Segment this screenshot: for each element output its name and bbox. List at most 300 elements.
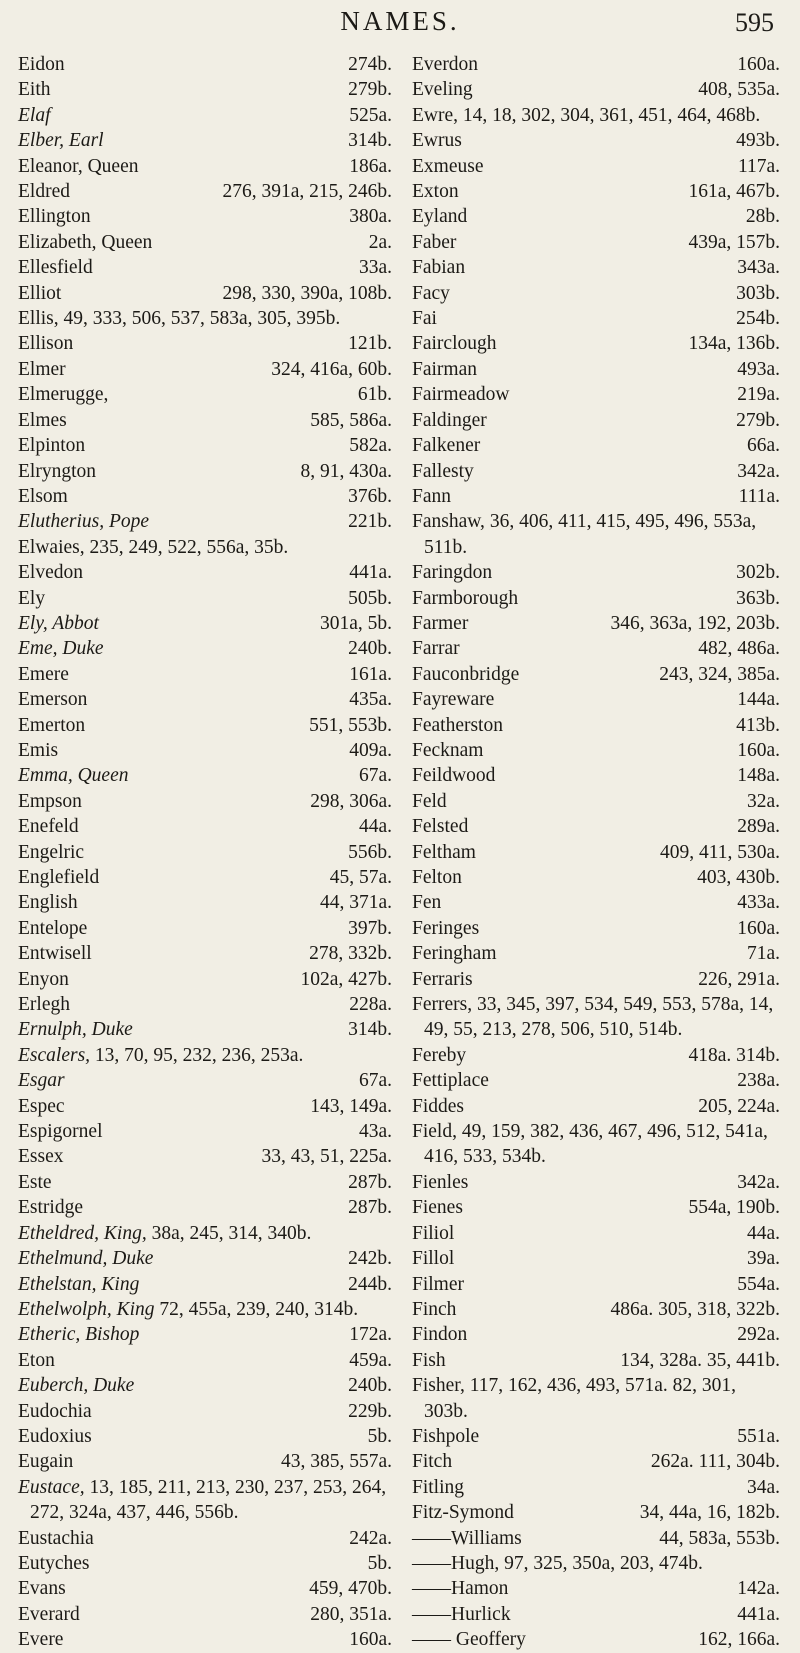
entry-page-refs: 554a. — [737, 1273, 780, 1295]
index-entry — [18, 560, 392, 585]
entry-name: Farmborough — [412, 587, 519, 609]
entry-name: Eveling — [412, 79, 473, 101]
entry-page-refs: 439a, 157b. — [688, 231, 780, 253]
index-entry — [412, 281, 780, 306]
index-entry — [412, 1272, 780, 1297]
index-entry — [412, 357, 780, 382]
entry-name: Fiddes — [412, 1095, 465, 1117]
entry-page-refs: 409a. — [349, 739, 392, 761]
entry-page-refs: 242a. — [349, 1527, 392, 1549]
index-entry — [18, 586, 392, 611]
entry-page-refs: 459a. — [349, 1349, 392, 1371]
entry-page-refs: 102a, 427b. — [300, 968, 392, 990]
entry-page-refs: 292a. — [737, 1324, 780, 1346]
entry-page-refs: 72, 455a, 239, 240, 314b. — [159, 1298, 359, 1320]
index-entry — [18, 1221, 392, 1246]
entry-name: Essex — [18, 1146, 64, 1168]
index-entry — [18, 52, 392, 77]
entry-page-refs: 376b. — [348, 485, 392, 507]
index-entry — [18, 1068, 392, 1093]
entry-page-refs: 554a, 190b. — [688, 1197, 780, 1219]
entry-page-refs: 33, 43, 51, 225a. — [261, 1146, 392, 1168]
entry-page-refs: 287b. — [348, 1197, 392, 1219]
entry-page-refs: 13, 70, 95, 232, 236, 253a. — [94, 1044, 304, 1066]
entry-page-refs: 162, 166a. — [698, 1629, 780, 1651]
index-entry — [412, 713, 780, 738]
index-entry — [18, 1119, 392, 1144]
index-entry — [412, 77, 780, 102]
entry-name: Elber, Earl — [18, 130, 104, 152]
entry-name: Eudochia — [18, 1400, 92, 1422]
index-entry — [18, 1373, 392, 1398]
index-entry — [18, 459, 392, 484]
entry-page-refs: 346, 363a, 192, 203b. — [610, 612, 780, 634]
entry-page-refs: 160a. — [737, 739, 780, 761]
entry-page-refs: 43a. — [358, 1121, 392, 1143]
entry-page-refs: 235, 249, 522, 556a, 35b. — [89, 536, 289, 558]
entry-name: Feringes — [412, 917, 480, 939]
entry-page-refs: 2a. — [368, 231, 392, 253]
entry-name: Emma, Queen — [18, 765, 129, 787]
entry-page-refs: 36, 406, 411, 415, 495, 496, 553a, 511b. — [424, 511, 757, 558]
entry-name: Feld — [412, 790, 447, 812]
entry-name: Faldinger — [412, 409, 487, 431]
index-entry — [18, 687, 392, 712]
entry-name: Farmer — [412, 612, 469, 634]
entry-page-refs: 493a. — [737, 358, 780, 380]
index-entry — [412, 662, 780, 687]
index-entry — [412, 738, 780, 763]
index-entry — [18, 1170, 392, 1195]
index-entry — [18, 662, 392, 687]
entry-name: ——Hugh, — [412, 1552, 500, 1574]
entry-name: Elizabeth, Queen — [18, 231, 153, 253]
entry-page-refs: 142a. — [737, 1578, 780, 1600]
entry-page-refs: 278, 332b. — [309, 943, 392, 965]
index-entry — [412, 128, 780, 153]
entry-page-refs: 134a, 136b. — [688, 333, 780, 355]
index-entry — [18, 408, 392, 433]
entry-page-refs: 342a. — [737, 1171, 780, 1193]
entry-page-refs: 229b. — [348, 1400, 392, 1422]
entry-page-refs: 303b. — [736, 282, 780, 304]
entry-page-refs: 44, 583a, 553b. — [659, 1527, 780, 1549]
entry-page-refs: 397b. — [348, 917, 392, 939]
entry-page-refs: 240b. — [348, 1375, 392, 1397]
index-entry — [18, 1043, 392, 1068]
entry-page-refs: 280, 351a. — [310, 1603, 392, 1625]
entry-page-refs: 459, 470b. — [309, 1578, 392, 1600]
entry-page-refs: 144a. — [737, 689, 780, 711]
entry-name: Ellesfield — [18, 257, 93, 279]
entry-name: Espec — [18, 1095, 65, 1117]
entry-page-refs: 67a. — [358, 765, 392, 787]
index-entry — [412, 459, 780, 484]
index-entry — [18, 1297, 392, 1322]
entry-name: Elryngton — [18, 460, 96, 482]
entry-name: Filmer — [412, 1273, 464, 1295]
entry-name: Eudoxius — [18, 1425, 92, 1447]
entry-name: Elsom — [18, 485, 68, 507]
entry-name: Fen — [412, 892, 442, 914]
entry-page-refs: 66a. — [746, 435, 780, 457]
entry-name: —— Geoffery — [412, 1629, 526, 1651]
index-entry — [412, 1602, 780, 1627]
entry-name: Emere — [18, 663, 69, 685]
index-entry — [412, 103, 780, 128]
index-entry — [18, 1449, 392, 1474]
entry-name: Elutherius, Pope — [18, 511, 150, 533]
entry-name: Espigornel — [18, 1121, 103, 1143]
entry-page-refs: 143, 149a. — [310, 1095, 392, 1117]
entry-page-refs: 409, 411, 530a. — [659, 841, 780, 863]
index-entry — [412, 789, 780, 814]
entry-name: Fienes — [412, 1197, 463, 1219]
entry-name: Featherston — [412, 714, 503, 736]
index-entry — [18, 738, 392, 763]
entry-page-refs: 525a. — [349, 104, 392, 126]
entry-page-refs: 493b. — [736, 130, 780, 152]
entry-name: Fann — [412, 485, 451, 507]
entry-page-refs: 33, 345, 397, 534, 549, 553, 578a, 14, 49, 55, 213, 278, 506, 510, 514b. — [424, 994, 774, 1041]
entry-page-refs: 342a. — [737, 460, 780, 482]
index-entry — [412, 560, 780, 585]
index-entry — [18, 1526, 392, 1551]
entry-page-refs: 433a. — [737, 892, 780, 914]
index-entry — [18, 916, 392, 941]
entry-name: Ferrers, — [412, 994, 473, 1016]
index-entry — [412, 586, 780, 611]
index-entry — [18, 1551, 392, 1576]
entry-page-refs: 289a. — [737, 816, 780, 838]
entry-name: Findon — [412, 1324, 468, 1346]
index-entry — [18, 1627, 392, 1652]
index-entry — [412, 230, 780, 255]
index-entry — [18, 509, 392, 534]
entry-name: Field, — [412, 1121, 457, 1143]
index-entry — [412, 509, 780, 560]
entry-name: Fairmeadow — [412, 384, 510, 406]
entry-page-refs: 117a. — [737, 155, 780, 177]
entry-page-refs: 551a. — [737, 1425, 780, 1447]
index-entry — [18, 636, 392, 661]
entry-page-refs: 551, 553b. — [309, 714, 392, 736]
entry-name: Eme, Duke — [18, 638, 104, 660]
entry-page-refs: 43, 385, 557a. — [280, 1451, 392, 1473]
index-entry — [412, 840, 780, 865]
entry-page-refs: 221b. — [348, 511, 392, 533]
entry-name: Ewrus — [412, 130, 462, 152]
entry-name: Elaf — [18, 104, 51, 126]
entry-name: Esgar — [18, 1070, 65, 1092]
entry-name: Elmer — [18, 358, 66, 380]
entry-page-refs: 49, 159, 382, 436, 467, 496, 512, 541a, 416, 533, 534b. — [424, 1121, 768, 1168]
entry-page-refs: 172a. — [349, 1324, 392, 1346]
entry-page-refs: 279b. — [348, 79, 392, 101]
entry-page-refs: 111a. — [738, 485, 780, 507]
index-entry — [18, 103, 392, 128]
entry-page-refs: 160a. — [737, 917, 780, 939]
entry-page-refs: 8, 91, 430a. — [300, 460, 392, 482]
entry-name: English — [18, 892, 78, 914]
entry-name: Elliot — [18, 282, 62, 304]
index-entry — [412, 1119, 780, 1170]
entry-page-refs: 238a. — [737, 1070, 780, 1092]
entry-name: Etheric, Bishop — [18, 1324, 140, 1346]
entry-name: Fayreware — [412, 689, 495, 711]
entry-name: Enefeld — [18, 816, 79, 838]
entry-name: Ferraris — [412, 968, 473, 990]
entry-page-refs: 33a. — [358, 257, 392, 279]
index-entry — [412, 433, 780, 458]
index-entry — [18, 1424, 392, 1449]
index-entry — [412, 1449, 780, 1474]
entry-name: Exton — [412, 181, 459, 203]
entry-page-refs: 279b. — [736, 409, 780, 431]
entry-page-refs: 34, 44a, 16, 182b. — [639, 1502, 780, 1524]
entry-name: Eleanor, Queen — [18, 155, 139, 177]
index-entry — [412, 1500, 780, 1525]
entry-name: Estridge — [18, 1197, 83, 1219]
entry-name: Entwisell — [18, 943, 92, 965]
entry-name: Felton — [412, 867, 462, 888]
entry-page-refs: 287b. — [348, 1171, 392, 1193]
entry-name: Fillol — [412, 1248, 455, 1270]
entry-page-refs: 49, 333, 506, 537, 583a, 305, 395b. — [63, 308, 341, 330]
entry-page-refs: 44, 371a. — [319, 892, 392, 914]
entry-name: Falkener — [412, 435, 481, 457]
entry-page-refs: 276, 391a, 215, 246b. — [222, 181, 392, 203]
entry-page-refs: 482, 486a. — [698, 638, 780, 660]
entry-page-refs: 205, 224a. — [698, 1095, 780, 1117]
entry-name: Elwaies, — [18, 536, 85, 558]
index-entry — [412, 1246, 780, 1271]
entry-name: Englefield — [18, 867, 100, 888]
index-entry — [412, 1068, 780, 1093]
entry-page-refs: 302b. — [736, 562, 780, 584]
entry-page-refs: 45, 57a. — [329, 867, 392, 888]
entry-page-refs: 556b. — [348, 841, 392, 863]
page-number: 595 — [735, 8, 774, 37]
entry-page-refs: 582a. — [349, 435, 392, 457]
entry-name: Eyland — [412, 206, 468, 228]
entry-name: Elvedon — [18, 562, 83, 584]
entry-page-refs: 441a. — [737, 1603, 780, 1625]
entry-page-refs: 298, 330, 390a, 108b. — [222, 282, 392, 304]
right-index-column — [412, 52, 780, 1653]
entry-name: Eton — [18, 1349, 55, 1371]
entry-name: Exmeuse — [412, 155, 484, 177]
index-entry — [412, 306, 780, 331]
index-entry — [412, 611, 780, 636]
index-entry — [18, 382, 392, 407]
entry-page-refs: 240b. — [348, 638, 392, 660]
running-title: NAMES. — [340, 6, 460, 36]
index-entry — [18, 433, 392, 458]
index-entry — [412, 1043, 780, 1068]
entry-page-refs: 324, 416a, 60b. — [271, 358, 392, 380]
entry-page-refs: 14, 18, 302, 304, 361, 451, 464, 468b. — [462, 104, 761, 126]
entry-name: Felsted — [412, 816, 469, 838]
entry-page-refs: 585, 586a. — [310, 409, 392, 431]
entry-name: Erlegh — [18, 994, 70, 1016]
entry-page-refs: 228a. — [349, 994, 392, 1016]
index-entry — [18, 281, 392, 306]
entry-page-refs: 5b. — [367, 1425, 392, 1447]
entry-name: Engelric — [18, 841, 85, 863]
entry-name: Fettiplace — [412, 1070, 489, 1092]
index-entry — [412, 1526, 780, 1551]
entry-page-refs: 28b. — [745, 206, 780, 228]
entry-name: Emerson — [18, 689, 88, 711]
entry-page-refs: 435a. — [349, 689, 392, 711]
entry-name: Ewre, — [412, 104, 459, 126]
index-entry — [412, 204, 780, 229]
left-index-column — [18, 52, 392, 1653]
entry-page-refs: 32a. — [746, 790, 780, 812]
index-entry — [412, 154, 780, 179]
index-entry — [18, 611, 392, 636]
entry-name: Fitling — [412, 1476, 465, 1498]
index-entry — [412, 1170, 780, 1195]
entry-page-refs: 34a. — [746, 1476, 780, 1498]
index-entry — [18, 1475, 392, 1526]
entry-page-refs: 403, 430b. — [697, 867, 780, 888]
index-entry — [18, 890, 392, 915]
index-entry — [18, 1399, 392, 1424]
entry-page-refs: 244b. — [348, 1273, 392, 1295]
entry-name: Eidon — [18, 54, 65, 75]
entry-page-refs: 254b. — [736, 308, 780, 330]
entry-name: Fairclough — [412, 333, 497, 355]
entry-name: Eustace, — [18, 1476, 85, 1498]
index-entry — [18, 967, 392, 992]
entry-page-refs: 314b. — [348, 130, 392, 152]
entry-page-refs: 418a. 314b. — [688, 1044, 780, 1066]
entry-name: Eustachia — [18, 1527, 94, 1549]
entry-page-refs: 134, 328a. 35, 441b. — [620, 1349, 780, 1371]
entry-name: Fecknam — [412, 739, 484, 761]
entry-page-refs: 61b. — [357, 384, 392, 406]
index-entry — [18, 331, 392, 356]
entry-name: Everard — [18, 1603, 80, 1625]
entry-name: Ethelmund, Duke — [18, 1248, 154, 1270]
entry-name: Evans — [18, 1578, 66, 1600]
entry-name: Fishpole — [412, 1425, 480, 1447]
entry-name: ——Hamon — [412, 1578, 509, 1600]
entry-page-refs: 486a. 305, 318, 322b. — [610, 1298, 780, 1320]
entry-name: Ellison — [18, 333, 74, 355]
index-entry — [412, 1373, 780, 1424]
entry-page-refs: 39a. — [746, 1248, 780, 1270]
entry-name: Eutyches — [18, 1552, 90, 1574]
index-entry — [412, 687, 780, 712]
index-entry — [412, 1576, 780, 1601]
index-entry — [412, 255, 780, 280]
entry-name: Etheldred, King, — [18, 1222, 147, 1244]
entry-name: Faringdon — [412, 562, 493, 584]
index-entry — [412, 1094, 780, 1119]
entry-page-refs: 67a. — [358, 1070, 392, 1092]
index-entry — [412, 865, 780, 890]
entry-name: Ellington — [18, 206, 91, 228]
entry-name: ——Williams — [412, 1527, 522, 1549]
entry-page-refs: 242b. — [348, 1248, 392, 1270]
index-entry — [18, 1322, 392, 1347]
index-entry — [18, 1144, 392, 1169]
index-entry — [18, 865, 392, 890]
index-entry — [412, 763, 780, 788]
entry-page-refs: 363b. — [736, 587, 780, 609]
index-entry — [412, 1475, 780, 1500]
index-entry — [412, 814, 780, 839]
index-entry — [412, 636, 780, 661]
index-entry — [412, 1322, 780, 1347]
entry-name: Facy — [412, 282, 450, 304]
entry-page-refs: 186a. — [349, 155, 392, 177]
index-entry — [412, 1424, 780, 1449]
index-entry — [412, 941, 780, 966]
index-entry — [18, 128, 392, 153]
index-entry — [412, 179, 780, 204]
index-entry — [412, 1195, 780, 1220]
entry-name: Entelope — [18, 917, 88, 939]
entry-page-refs: 117, 162, 436, 493, 571a. 82, 301, 303b. — [424, 1375, 737, 1422]
entry-page-refs: 505b. — [348, 587, 392, 609]
entry-name: Enyon — [18, 968, 69, 990]
entry-name: Ellis, — [18, 308, 59, 330]
entry-page-refs: 226, 291a. — [698, 968, 780, 990]
index-entry — [412, 408, 780, 433]
entry-name: Fabian — [412, 257, 466, 279]
entry-name: Filiol — [412, 1222, 455, 1244]
entry-name: Emis — [18, 739, 59, 761]
entry-page-refs: 71a. — [746, 943, 780, 965]
entry-name: Elmes — [18, 409, 67, 431]
entry-name: ——Hurlick — [412, 1603, 511, 1625]
index-entry — [412, 1221, 780, 1246]
entry-page-refs: 441a. — [349, 562, 392, 584]
page-header — [0, 4, 800, 44]
entry-page-refs: 160a. — [737, 54, 780, 75]
index-entry — [18, 840, 392, 865]
index-entry — [18, 1017, 392, 1042]
entry-name: Eith — [18, 79, 51, 101]
index-entry — [412, 52, 780, 77]
entry-page-refs: 219a. — [737, 384, 780, 406]
entry-name: Este — [18, 1171, 52, 1193]
index-entry — [18, 1094, 392, 1119]
entry-name: Fai — [412, 308, 437, 330]
entry-name: Fauconbridge — [412, 663, 520, 685]
entry-name: Elmerugge, — [18, 384, 109, 406]
index-entry — [18, 1576, 392, 1601]
index-entry — [412, 382, 780, 407]
index-entry — [18, 1602, 392, 1627]
entry-name: Farrar — [412, 638, 460, 660]
entry-name: Fitz-Symond — [412, 1502, 514, 1524]
entry-page-refs: 243, 324, 385a. — [659, 663, 780, 685]
index-entry — [18, 230, 392, 255]
entry-name: Escalers, — [18, 1044, 91, 1066]
entry-page-refs: 13, 185, 211, 213, 230, 237, 253, 264, 272, 324a, 437, 446, 556b. — [30, 1476, 387, 1524]
index-entry — [412, 484, 780, 509]
index-entry — [18, 1348, 392, 1373]
entry-page-refs: 298, 306a. — [310, 790, 392, 812]
index-entry — [18, 713, 392, 738]
entry-name: Fanshaw, — [412, 511, 485, 533]
index-entry — [18, 1195, 392, 1220]
